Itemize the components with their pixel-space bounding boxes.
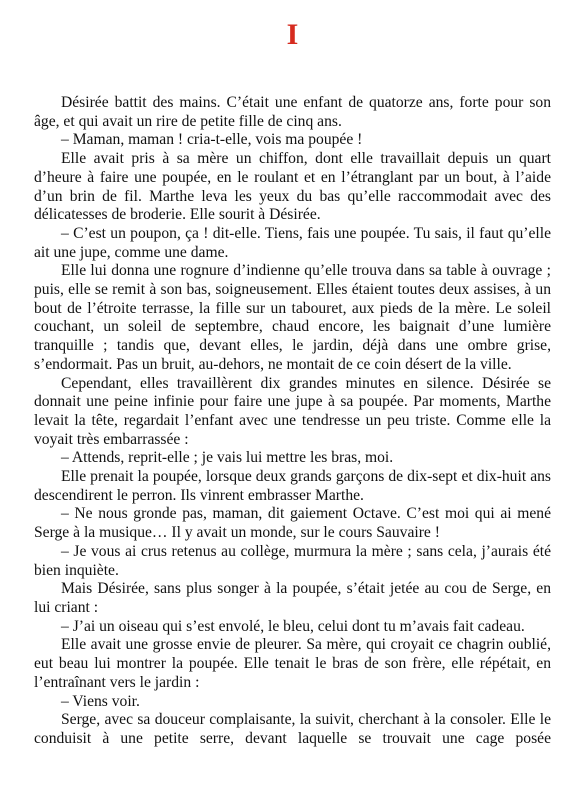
chapter-text — [34, 94, 551, 749]
paragraph: Désirée battit des mains. C’était une enfant de quatorze ans, forte pour son âge, et qui avait un rire de petite fille de cinq ans. — [34, 94, 551, 130]
paragraph: Cependant, elles travaillèrent dix grandes minutes en silence. Désirée se donnait une peine infinie pour faire une jupe à sa poupée. Par moments, Marthe levait la tête, regardait l’enfant avec une tendresse un peu triste. Comme elle la voyait très embarrassée : — [34, 374, 551, 448]
chapter-title: I — [286, 18, 299, 51]
paragraph: Elle prenait la poupée, lorsque deux grands garçons de dix-sept et dix-huit ans descendirent le perron. Ils vinrent embrasser Marthe. — [34, 468, 551, 504]
paragraph: Elle avait pris à sa mère un chiffon, dont elle travaillait depuis un quart d’heure à faire une poupée, en le roulant et en l’étranglant par un bout, à l’aide d’un brin de fil. Marthe leva les yeux du bas qu’elle raccommodait avec des délicatesses de broderie. Elle sourit à Désirée. — [34, 150, 551, 224]
paragraph: – Je vous ai crus retenus au collège, murmura la mère ; sans cela, j’aurais été bien inquiète. — [34, 542, 551, 579]
paragraph: Serge, avec sa douceur complaisante, la suivit, cherchant à la consoler. Elle le conduisit à une petite serre, devant laquelle se trouvait une cage posée — [34, 711, 551, 747]
paragraph: – Attends, reprit-elle ; je vais lui mettre les bras, moi. — [61, 449, 394, 467]
paragraph: – C’est un poupon, ça ! dit-elle. Tiens, fais une poupée. Tu sais, il faut qu’elle ait une jupe, comme une dame. — [34, 224, 551, 261]
paragraph: Elle avait une grosse envie de pleurer. Sa mère, qui croyait ce chagrin oublié, eut beau lui montrer la poupée. Elle tenait le bras de son frère, elle répétait, en l’entraînant vers le jardin : — [34, 636, 551, 691]
paragraph: – Ne nous gronde pas, maman, dit gaiement Octave. C’est moi qui ai mené Serge à la musique… Il y avait un monde, sur le cours Sauvaire ! — [34, 505, 551, 542]
paragraph: – Maman, maman ! cria-t-elle, vois ma poupée ! — [61, 131, 363, 149]
paragraph: – Viens voir. — [61, 692, 140, 710]
paragraph: Mais Désirée, sans plus songer à la poupée, s’était jetée au cou de Serge, en lui criant : — [34, 580, 551, 616]
paragraph: – J’ai un oiseau qui s’est envolé, le bleu, celui dont tu m’avais fait cadeau. — [61, 617, 525, 635]
paragraph: Elle lui donna une rognure d’indienne qu’elle trouva dans sa table à ouvrage ; puis, elle se remit à son bas, soigneusement. Elles étaient toutes deux assises, à un bout de l’étroite terrasse, la fille sur un tabouret, aux pieds de la mère. Le soleil couchant, un soleil de septembre, chaud encore, les baignait d’une lumière tranquille ; tandis que, devant elles, le jardin, déjà dans une ombre grise, s’endormait. Pas un bruit, au-dehors, ne montait de ce coin désert de la ville. — [34, 262, 551, 373]
